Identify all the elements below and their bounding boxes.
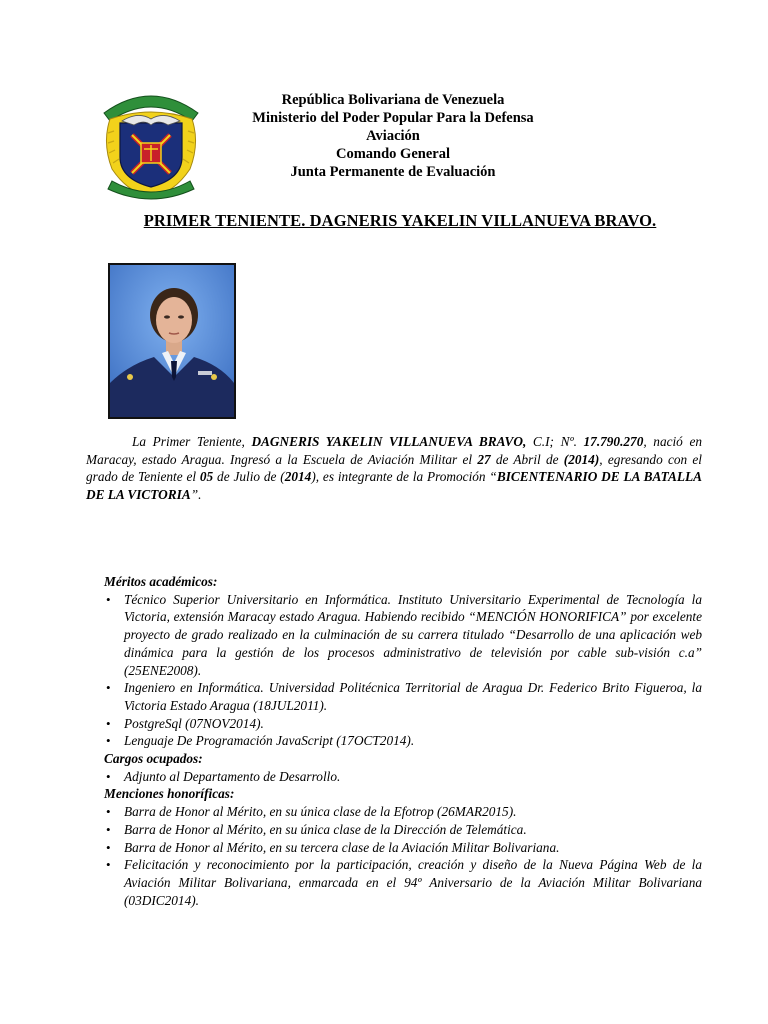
list-item: • Barra de Honor al Mérito, en su única clase de la Efotrop (26MAR2015). — [104, 803, 702, 821]
intro-text: La Primer Teniente, — [132, 434, 252, 449]
cargos-list — [104, 768, 702, 786]
page-title: PRIMER TENIENTE. DAGNERIS YAKELIN VILLANUEVA BRAVO. — [143, 211, 657, 230]
intro-text: , egresando con el grado de Teniente el — [86, 451, 703, 484]
meritos-list — [104, 591, 702, 750]
header-line: Comando General — [336, 146, 450, 162]
id-number: 17.790.270 — [583, 434, 644, 449]
graduation-year: 2014 — [284, 469, 312, 484]
header-line: Junta Permanente de Evaluación — [290, 164, 496, 180]
cv-sections — [104, 573, 702, 909]
intro-text: ), es integrante de la Promoción “ — [311, 469, 497, 484]
intro-text: de Julio de ( — [213, 469, 285, 484]
header-line: Aviación — [366, 128, 420, 144]
menciones-list — [104, 803, 702, 909]
promotion-name: BICENTENARIO DE LA BATALLA DE LA VICTORIA — [86, 469, 702, 502]
emblem-logo — [98, 83, 204, 201]
entry-day: 27 — [477, 451, 491, 467]
intro-text: de Abril de — [490, 451, 564, 467]
header-institution — [200, 91, 586, 181]
intro-text: ”. — [190, 486, 202, 502]
section-title-menciones: Menciones honoríficas: — [104, 786, 235, 802]
officer-name: DAGNERIS YAKELIN VILLANUEVA BRAVO, — [251, 434, 527, 449]
entry-year: (2014) — [563, 451, 600, 467]
portrait-photo — [108, 263, 236, 419]
list-item: • Técnico Superior Universitario en Informática. Instituto Universitario Experimental de Tecnología la Victoria, extensión Maracay estado Aragua. Habiendo recibido “MENCIÓN HONORIFICA” por excelente proyecto de grado realizado en la culminación de su carrera titulado “Desarrollo de una aplicación web dinámica para la gestión de los procesos administrativo de televisión por cable sub-visión c.a” (25ENE2008). — [104, 591, 702, 680]
intro-text: C.I; Nº. — [526, 434, 584, 449]
graduation-day: 05 — [199, 469, 214, 484]
section-title-cargos: Cargos ocupados: — [104, 751, 203, 767]
section-title-meritos: Méritos académicos: — [104, 574, 218, 589]
intro-paragraph — [86, 433, 702, 503]
list-item: • Barra de Honor al Mérito, en su única clase de la Dirección de Telemática. — [104, 821, 702, 839]
list-item: • Adjunto al Departamento de Desarrollo. — [104, 768, 702, 786]
intro-text: , nació en Maracay, estado Aragua. Ingresó a la Escuela de Aviación Militar el — [86, 434, 702, 467]
header-line: República Bolivariana de Venezuela — [281, 92, 505, 108]
list-item: • Felicitación y reconocimiento por la participación, creación y diseño de la Nueva Página Web de la Aviación Militar Bolivariana, enmarcada en el 94º Aniversario de la Aviación Militar Bolivariana (03DIC2014). — [104, 856, 702, 909]
list-item: • Barra de Honor al Mérito, en su tercera clase de la Aviación Militar Bolivariana. — [104, 839, 702, 857]
portrait-image — [110, 265, 234, 417]
list-item: • PostgreSql (07NOV2014). — [104, 715, 702, 733]
list-item: • Lenguaje De Programación JavaScript (17OCT2014). — [104, 732, 702, 750]
list-item: • Ingeniero en Informática. Universidad Politécnica Territorial de Aragua Dr. Federico Brito Figueroa, la Victoria Estado Aragua (18JUL2011). — [104, 679, 702, 714]
header-line: Ministerio del Poder Popular Para la Defensa — [252, 110, 534, 126]
